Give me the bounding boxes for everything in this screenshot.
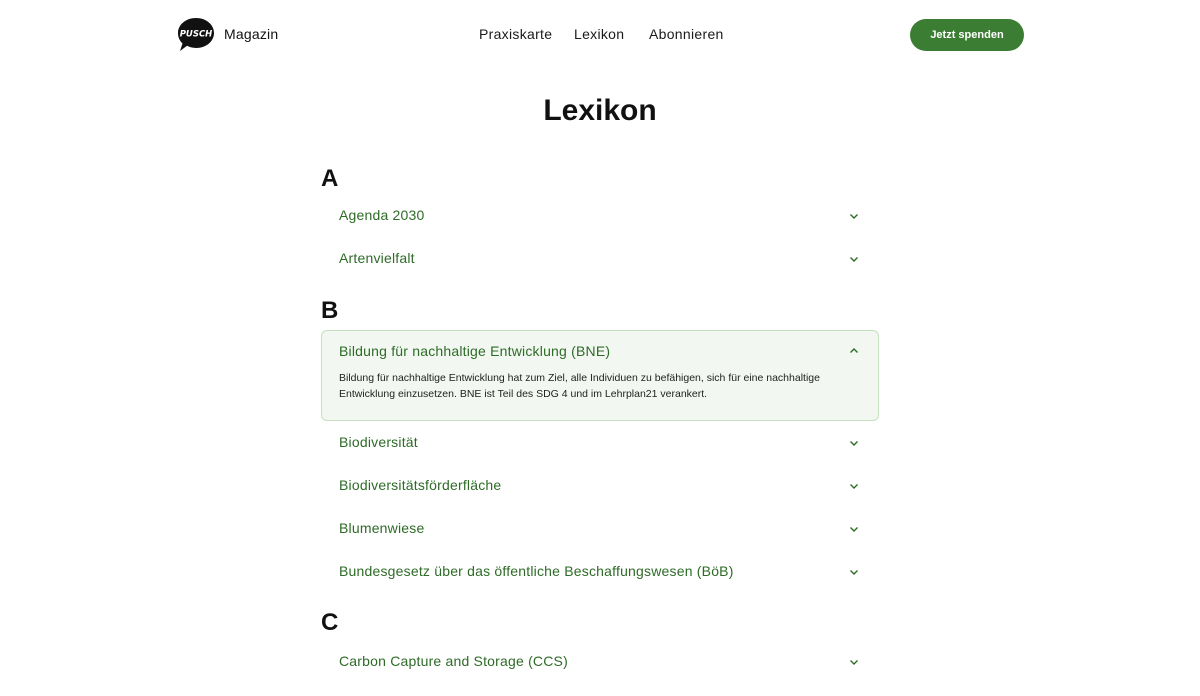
logo-text: PUSCH xyxy=(179,29,213,40)
chevron-down-icon xyxy=(849,438,859,448)
lexicon-item-boeb[interactable] xyxy=(322,553,878,593)
item-label: Bundesgesetz über das öffentliche Beschaffungswesen (BöB) xyxy=(339,563,734,579)
chevron-down-icon xyxy=(849,211,859,221)
pusch-logo-icon[interactable] xyxy=(177,17,215,53)
item-label: Artenvielfalt xyxy=(339,250,415,266)
chevron-down-icon xyxy=(849,254,859,264)
chevron-down-icon xyxy=(849,524,859,534)
section-letter-a: A xyxy=(321,165,339,192)
chevron-up-icon xyxy=(849,346,859,356)
item-label: Carbon Capture and Storage (CCS) xyxy=(339,653,568,669)
lexicon-item-blumenwiese[interactable] xyxy=(322,510,878,550)
item-label: Biodiversität xyxy=(339,434,418,450)
nav-praxiskarte[interactable]: Praxiskarte xyxy=(479,26,553,42)
section-letter-b: B xyxy=(321,297,339,324)
lexicon-item-artenvielfalt[interactable] xyxy=(322,240,878,280)
section-letter-c: C xyxy=(321,609,339,636)
donate-button[interactable]: Jetzt spenden xyxy=(910,19,1024,51)
lexicon-item-biodiversitaet[interactable] xyxy=(322,424,878,464)
nav-abonnieren[interactable]: Abonnieren xyxy=(649,26,724,42)
lexicon-item-ccs[interactable] xyxy=(322,643,878,683)
lexicon-item-biodiversitaetsfoerderflaeche[interactable] xyxy=(322,467,878,507)
page-title: Lexikon xyxy=(543,94,657,127)
chevron-down-icon xyxy=(849,481,859,491)
item-label: Biodiversitätsförderfläche xyxy=(339,477,502,493)
item-label: Blumenwiese xyxy=(339,520,425,536)
nav-lexikon[interactable]: Lexikon xyxy=(574,26,625,42)
brand-label[interactable]: Magazin xyxy=(224,26,279,42)
lexicon-item-agenda-2030[interactable] xyxy=(322,197,878,237)
item-description: Bildung für nachhaltige Entwicklung hat zum Ziel, alle Individuen zu befähigen, sich für eine nachhaltige Entwicklung einzusetzen. BNE ist Teil des SDG 4 und im Lehrplan21 verankert. xyxy=(339,372,820,400)
item-label: Bildung für nachhaltige Entwicklung (BNE) xyxy=(339,343,611,359)
chevron-down-icon xyxy=(849,567,859,577)
chevron-down-icon xyxy=(849,657,859,667)
item-label: Agenda 2030 xyxy=(339,207,425,223)
site-header xyxy=(0,0,1200,70)
lexicon-item-bne-expanded[interactable] xyxy=(321,330,879,421)
